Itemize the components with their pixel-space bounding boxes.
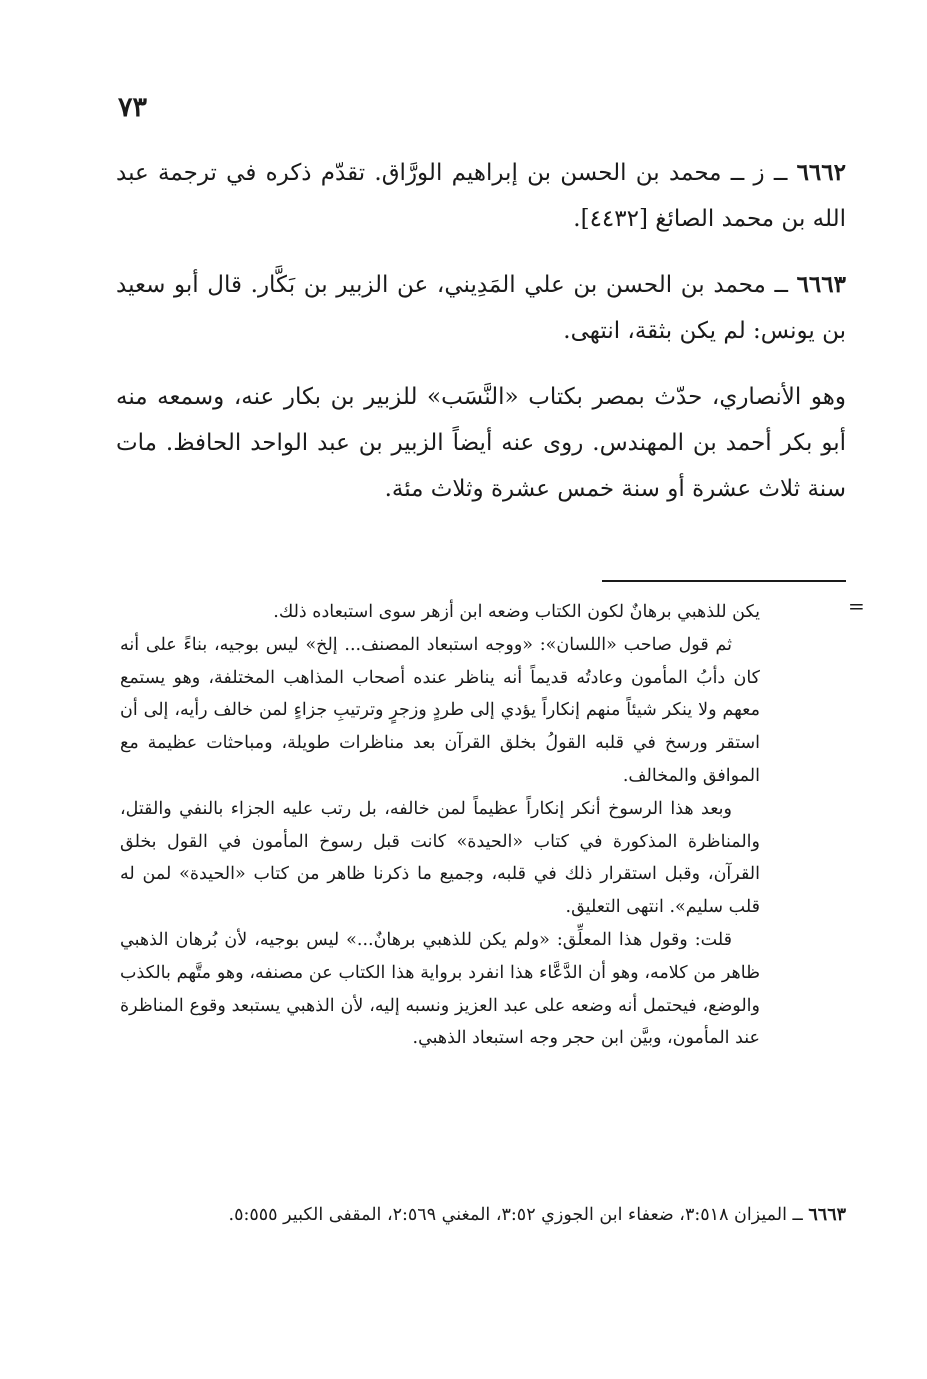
entry-6662 (116, 150, 846, 242)
source-reference (116, 1198, 846, 1232)
source-reference-text: ــ الميزان ٣:٥١٨، ضعفاء ابن الجوزي ٣:٥٢، المغني ٢:٥٦٩، المقفى الكبير ٥:٥٥٥. (228, 1205, 803, 1225)
entry-6663 (116, 262, 846, 354)
footnote-paragraph: وبعد هذا الرسوخ أنكر إنكاراً عظيماً لمن خالفه، بل رتب عليه الجزاء بالنفي والقتل، والمناظرة المذكورة في كتاب «الحيدة» كانت قبل رسوخ المأمون في القول بخلق القرآن، وقبل استقرار ذلك في قلبه، وجميع ما ذكرنا ظاهر من كتاب «الحيدة» لمن له قلب سليم». انتهى التعليق. (120, 798, 760, 918)
footnote-paragraph: قلت: وقول هذا المعلِّق: «ولم يكن للذهبي برهانٌ...» ليس بوجيه، لأن بُرهان الذهبي ظاهر من كلامه، وهو أن الدَّعَّاء هذا انفرد برواية هذا الكتاب عن مصنفه، وهو متَّهم بالكذب والوضع، فيحتمل أنه وضعه على عبد العزيز ونسبه إليه، لأن الذهبي يستبعد وقوع المناظرة عند المأمون، وبيَّن ابن حجر وجه استبعاد الذهبي. (120, 929, 760, 1049)
entry-number: ٦٦٦٢ (796, 159, 846, 186)
entry-text: ــ ز ــ محمد بن الحسن بن إبراهيم الورَّاق. تقدّم ذكره في ترجمة عبد الله بن محمد الصائغ [٤٤٣٢]. (116, 160, 846, 232)
footnote-divider (602, 580, 846, 582)
entry-6663-continuation: وهو الأنصاري، حدّث بمصر بكتاب «النَّسَب» للزبير بن بكار عنه، وسمعه منه أبو بكر أحمد بن المهندس. روى عنه أيضاً الزبير بن عبد الواحد الحافظ. مات سنة ثلاث عشرة أو سنة خمس عشرة وثلاث مئة. (116, 384, 846, 502)
page-number: ٧٣ (118, 92, 148, 123)
source-reference-number: ٦٦٦٣ (808, 1205, 846, 1225)
entry-text: ــ محمد بن الحسن بن علي المَدِيني، عن الزبير بن بَكَّار. قال أبو سعيد بن يونس: لم يكن بثقة، انتهى. (116, 272, 846, 344)
footnote-continuation-mark: = (848, 594, 865, 618)
footnotes (120, 596, 760, 1055)
main-text (116, 150, 846, 512)
footnote-paragraph: ثم قول صاحب «اللسان»: «ووجه استبعاد المصنف... إلخ» ليس بوجيه، بناءً على أنه كان دأبُ المأمون وعادتُه قديماً أنه يناظر عنده أصحاب المذاهب المختلفة، وهو يستمع معهم ولا ينكر شيئاً منهم إنكاراً يؤدي إلى طردٍ وزجرٍ وترتيبِ جزاءٍ لمن خالف رأيه، إلى أن استقر ورسخ في قلبه القولُ بخلق القرآن بعد مناظرات طويلة، ومباحثات عظيمة مع الموافق والمخالف. (120, 634, 760, 786)
footnote-paragraph: يكن للذهبي برهانٌ لكون الكتاب وضعه ابن أزهر سوى استبعاده ذلك. (273, 602, 760, 622)
entry-number: ٦٦٦٣ (796, 271, 846, 298)
